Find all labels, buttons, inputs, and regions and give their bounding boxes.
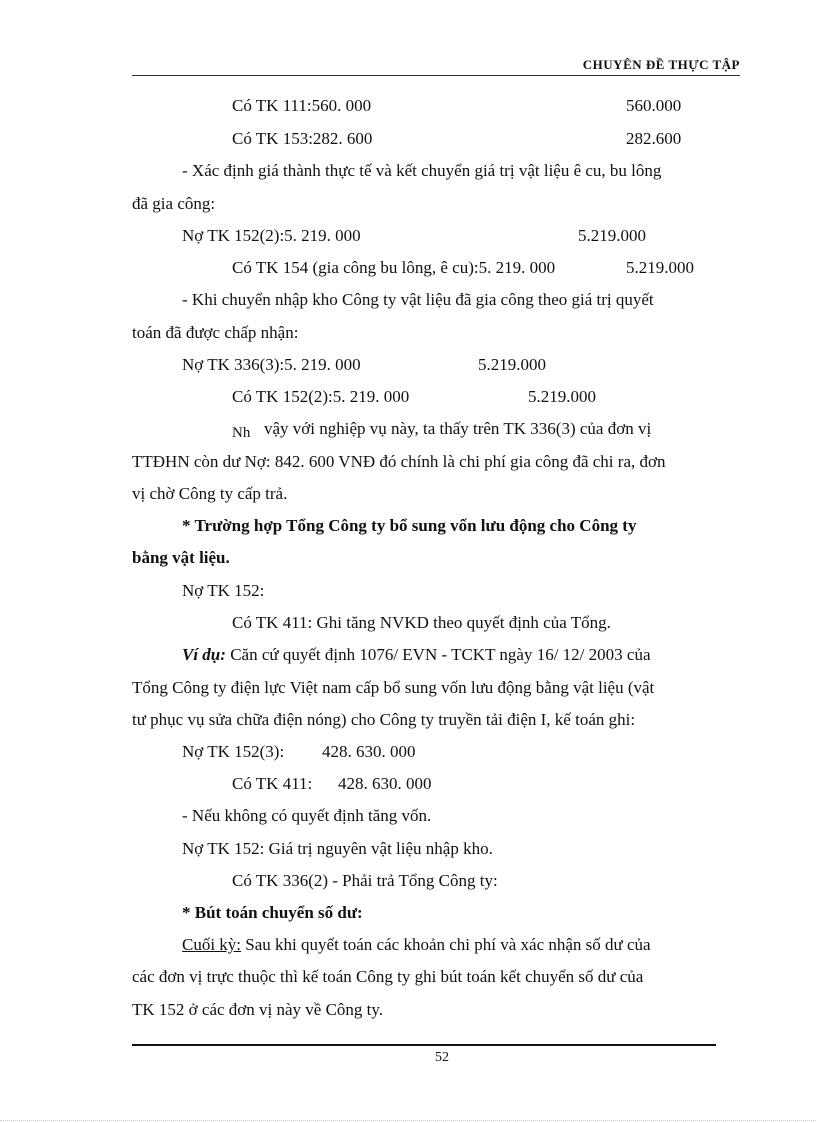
entry-debit-336-3-amount: 5.219.000 xyxy=(478,355,546,374)
page-number: 52 xyxy=(435,1050,449,1065)
paragraph-1-line-2: đã gia công: xyxy=(132,194,216,213)
paragraph-2-line-1: - Khi chuyển nhập kho Công ty vật liệu đã gia công theo giá trị quyết xyxy=(182,290,654,309)
entry-credit-154-amount: 5.219.000 xyxy=(626,258,694,277)
end-period-line-2: các đơn vị trực thuộc thì kế toán Công ty ghi bút toán kết chuyển số dư của xyxy=(132,967,644,986)
end-period-line-1 xyxy=(182,935,651,955)
entry-credit-152-2: Có TK 152(2):5. 219. 000 xyxy=(232,387,410,406)
entry-credit-411-amount: 428. 630. 000 xyxy=(338,774,432,793)
note-no-capital-decision: - Nếu không có quyết định tăng vốn. xyxy=(182,806,432,825)
header-divider xyxy=(132,75,740,76)
end-period-label: Cuối kỳ: xyxy=(182,935,242,954)
entry-credit-152-2-amount: 5.219.000 xyxy=(528,387,596,406)
example-line-2: Tổng Công ty điện lực Việt nam cấp bổ sung vốn lưu động bằng vật liệu (vật xyxy=(132,678,655,697)
page-bottom-dotted-edge xyxy=(0,1120,816,1121)
heading-case-additional-capital-line-2: bằng vật liệu. xyxy=(132,548,230,567)
entry-credit-154: Có TK 154 (gia công bu lông, ê cu):5. 219. 000 xyxy=(232,258,556,277)
footer-divider xyxy=(132,1044,716,1046)
example-line-1 xyxy=(182,645,651,665)
heading-balance-transfer: * Bút toán chuyển số dư: xyxy=(182,903,363,922)
entry-debit-152-3-amount: 428. 630. 000 xyxy=(322,742,416,761)
paragraph-3-line-3: vị chờ Công ty cấp trả. xyxy=(132,484,288,503)
entry-debit-152-value: Nợ TK 152: Giá trị nguyên vật liệu nhập kho. xyxy=(182,839,493,858)
page-header-title: CHUYÊN ĐỀ THỰC TẬP xyxy=(582,57,740,72)
example-line-1-text: Căn cứ quyết định 1076/ EVN - TCKT ngày 16/ 12/ 2003 của xyxy=(230,645,651,664)
entry-debit-336-3: Nợ TK 336(3):5. 219. 000 xyxy=(182,355,361,374)
entry-credit-111-amount: 560.000 xyxy=(626,96,682,115)
entry-credit-153-amount: 282.600 xyxy=(626,129,682,148)
example-line-3: tư phục vụ sửa chữa điện nóng) cho Công ty truyền tải điện I, kế toán ghi: xyxy=(132,710,636,729)
entry-credit-411: Có TK 411: xyxy=(232,774,313,793)
entry-credit-111: Có TK 111:560. 000 xyxy=(232,96,372,115)
entry-credit-336-2: Có TK 336(2) - Phải trả Tổng Công ty: xyxy=(232,871,498,890)
end-period-line-1-text: Sau khi quyết toán các khoản chi phí và xác nhận số dư của xyxy=(245,935,651,954)
paragraph-3-line-1: vậy với nghiệp vụ này, ta thấy trên TK 336(3) của đơn vị xyxy=(264,419,652,438)
heading-case-additional-capital: * Trường hợp Tổng Công ty bổ sung vốn lưu động cho Công ty xyxy=(182,516,637,535)
end-period-line-3: TK 152 ở các đơn vị này về Công ty. xyxy=(132,1000,384,1019)
paragraph-2-line-2: toán đã được chấp nhận: xyxy=(132,323,299,342)
entry-debit-152-2: Nợ TK 152(2):5. 219. 000 xyxy=(182,226,361,245)
paragraph-3-lead: Nh xyxy=(232,425,251,441)
entry-debit-152-3: Nợ TK 152(3): xyxy=(182,742,285,761)
paragraph-3-line-2: TTĐHN còn dư Nợ: 842. 600 VNĐ đó chính là chi phí gia công đã chi ra, đơn xyxy=(132,452,666,471)
entry-debit-152: Nợ TK 152: xyxy=(182,581,265,600)
paragraph-1-line-1 xyxy=(182,161,738,181)
paragraph-1-line-1-text: - Xác định giá thành thực tế và kết chuyển giá trị vật liệu ê cu, bu lông xyxy=(182,161,662,180)
entry-credit-411-note: Có TK 411: Ghi tăng NVKD theo quyết định của Tổng. xyxy=(232,613,611,632)
example-label: Ví dụ: xyxy=(182,645,226,664)
entry-credit-153: Có TK 153:282. 600 xyxy=(232,129,373,148)
entry-debit-152-2-amount: 5.219.000 xyxy=(578,226,646,245)
